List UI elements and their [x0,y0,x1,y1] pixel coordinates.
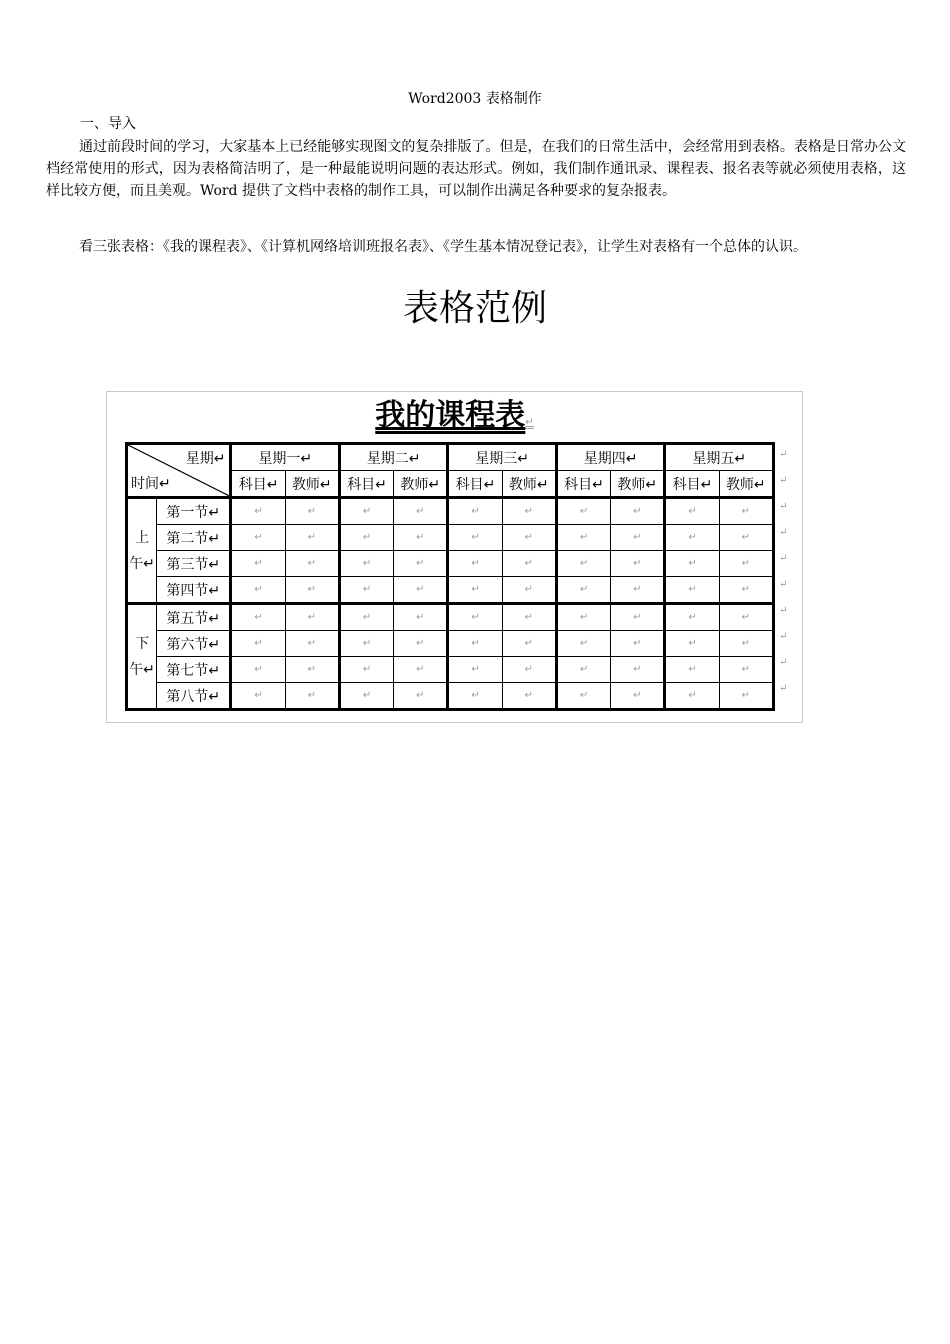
period-label: 上 午↵ [127,498,157,604]
subject-cell: ↵ [556,525,610,551]
teacher-cell: ↵ [394,551,448,577]
subject-cell: ↵ [231,657,285,683]
day-header: 星期三↵ [448,444,556,471]
teacher-cell: ↵ [285,657,339,683]
teacher-cell: ↵ [285,604,339,631]
subject-cell: ↵ [339,551,393,577]
teacher-cell: ↵ [394,525,448,551]
day-header: 星期四↵ [556,444,664,471]
session-label: 第二节↵ [157,525,231,551]
teacher-cell: ↵ [611,657,665,683]
row-end-mark: ↵ [779,475,788,486]
teacher-cell: ↵ [502,577,556,604]
teacher-cell: ↵ [394,577,448,604]
row-end-mark: ↵ [779,449,788,460]
subject-cell: ↵ [556,577,610,604]
subject-cell: ↵ [556,631,610,657]
teacher-cell: ↵ [394,498,448,525]
teacher-header: 教师↵ [394,471,448,498]
subject-cell: ↵ [556,683,610,710]
teacher-cell: ↵ [611,498,665,525]
subject-header: 科目↵ [231,471,285,498]
teacher-cell: ↵ [285,683,339,710]
subject-cell: ↵ [231,577,285,604]
paragraph-examples: 看三张表格：《我的课程表》、《计算机网络培训班报名表》、《学生基本情况登记表》，让学生对表格有一个总体的认识。 [79,239,807,255]
subject-cell: ↵ [665,604,719,631]
subject-cell: ↵ [665,657,719,683]
teacher-header: 教师↵ [285,471,339,498]
corner-weekday-label: 星期↵ [185,451,226,467]
teacher-cell: ↵ [719,551,773,577]
teacher-cell: ↵ [611,577,665,604]
session-label: 第六节↵ [157,631,231,657]
section-heading: 一、导入 [80,116,136,132]
subject-cell: ↵ [556,498,610,525]
subject-cell: ↵ [556,551,610,577]
subject-header: 科目↵ [339,471,393,498]
teacher-cell: ↵ [394,657,448,683]
teacher-cell: ↵ [719,683,773,710]
session-label: 第八节↵ [157,683,231,710]
teacher-cell: ↵ [502,683,556,710]
subject-cell: ↵ [448,498,502,525]
subject-cell: ↵ [665,498,719,525]
teacher-cell: ↵ [719,604,773,631]
subject-cell: ↵ [231,551,285,577]
subject-cell: ↵ [665,631,719,657]
subject-cell: ↵ [231,631,285,657]
schedule-figure [106,391,803,723]
session-label: 第一节↵ [157,498,231,525]
subject-cell: ↵ [339,683,393,710]
subject-cell: ↵ [339,657,393,683]
teacher-cell: ↵ [611,604,665,631]
subject-cell: ↵ [448,631,502,657]
row-end-mark: ↵ [779,527,788,538]
teacher-cell: ↵ [502,657,556,683]
session-row [127,498,774,525]
subject-cell: ↵ [231,683,285,710]
day-header: 星期五↵ [665,444,774,471]
session-row [127,577,774,604]
teacher-cell: ↵ [285,551,339,577]
subject-cell: ↵ [231,525,285,551]
teacher-header: 教师↵ [611,471,665,498]
teacher-cell: ↵ [611,551,665,577]
session-label: 第五节↵ [157,604,231,631]
subject-cell: ↵ [448,525,502,551]
subject-cell: ↵ [339,604,393,631]
teacher-header: 教师↵ [719,471,773,498]
teacher-cell: ↵ [719,525,773,551]
session-label: 第四节↵ [157,577,231,604]
session-row [127,657,774,683]
teacher-cell: ↵ [285,631,339,657]
subject-cell: ↵ [665,577,719,604]
teacher-cell: ↵ [502,525,556,551]
subject-cell: ↵ [448,604,502,631]
teacher-cell: ↵ [611,525,665,551]
session-label: 第七节↵ [157,657,231,683]
teacher-cell: ↵ [611,683,665,710]
session-row [127,683,774,710]
session-label: 第三节↵ [157,551,231,577]
subject-cell: ↵ [556,604,610,631]
teacher-header: 教师↵ [502,471,556,498]
teacher-cell: ↵ [285,525,339,551]
subject-cell: ↵ [556,657,610,683]
row-end-mark: ↵ [779,631,788,642]
teacher-cell: ↵ [611,631,665,657]
schedule-title-text: 我的课程表 [375,398,526,433]
subject-cell: ↵ [665,683,719,710]
subject-cell: ↵ [339,631,393,657]
subject-cell: ↵ [339,525,393,551]
row-end-mark: ↵ [779,579,788,590]
subject-cell: ↵ [665,525,719,551]
subject-cell: ↵ [448,683,502,710]
teacher-cell: ↵ [502,551,556,577]
subject-header: 科目↵ [556,471,610,498]
corner-time-label: 时间↵ [131,476,171,492]
row-end-mark: ↵ [779,605,788,616]
teacher-cell: ↵ [502,498,556,525]
day-header: 星期二↵ [339,444,447,471]
subject-cell: ↵ [448,657,502,683]
day-header: 星期一↵ [231,444,339,471]
teacher-cell: ↵ [719,657,773,683]
subject-cell: ↵ [339,577,393,604]
teacher-cell: ↵ [285,498,339,525]
return-mark: ↵ [525,417,534,428]
teacher-cell: ↵ [285,577,339,604]
subject-header: 科目↵ [448,471,502,498]
row-end-mark: ↵ [779,501,788,512]
row-end-mark: ↵ [779,553,788,564]
paragraph-intro: 通过前段时间的学习，大家基本上已经能够实现图文的复杂排版了。但是，在我们的日常生活中，会经常用到表格。表格是日常办公文档经常使用的形式，因为表格简洁明了，是一种最能说明问题的表达形式。例如，我们制作通讯录、课程表、报名表等就必须使用表格，这样比较方便，而且美观。Word 提供了文档中表格的制作工具，可以制作出满足各种要求的复杂报表。 [46,139,906,199]
document-title: Word2003 表格制作 [408,91,542,107]
subject-cell: ↵ [448,551,502,577]
teacher-cell: ↵ [394,604,448,631]
subject-cell: ↵ [231,498,285,525]
teacher-cell: ↵ [502,631,556,657]
row-end-marks [779,442,793,702]
teacher-cell: ↵ [502,604,556,631]
corner-cell [127,444,231,498]
subject-cell: ↵ [665,551,719,577]
schedule-title [107,396,802,443]
row-end-mark: ↵ [779,657,788,668]
session-row [127,631,774,657]
teacher-cell: ↵ [719,631,773,657]
examples-heading: 表格范例 [402,288,547,329]
teacher-cell: ↵ [719,577,773,604]
session-row [127,604,774,631]
session-row [127,551,774,577]
period-label: 下 午↵ [127,604,157,710]
teacher-cell: ↵ [394,683,448,710]
row-end-mark: ↵ [779,683,788,694]
subject-cell: ↵ [231,604,285,631]
subject-cell: ↵ [448,577,502,604]
teacher-cell: ↵ [394,631,448,657]
header-row-days [127,444,774,471]
session-row [127,525,774,551]
subject-header: 科目↵ [665,471,719,498]
schedule-table [125,442,775,711]
schedule-body [127,444,774,710]
subject-cell: ↵ [339,498,393,525]
teacher-cell: ↵ [719,498,773,525]
